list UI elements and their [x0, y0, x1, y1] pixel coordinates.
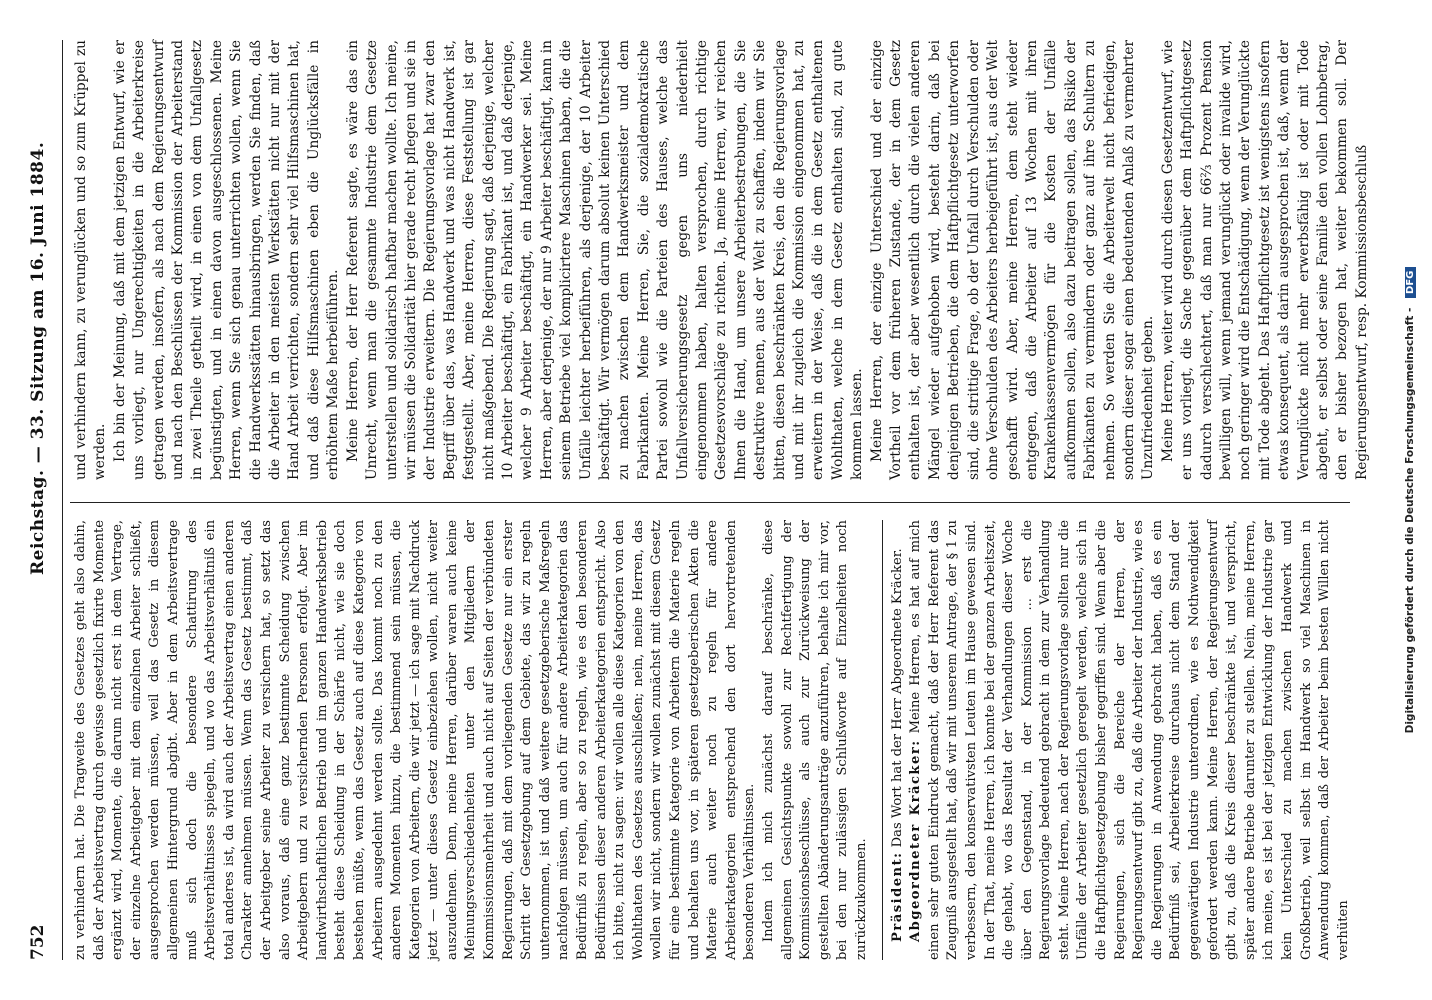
kraecker-speech: [907, 520, 1353, 960]
page-number: 752: [28, 924, 48, 960]
right-column: [72, 40, 1372, 480]
right-paragraph: Meine Herren, der einzige Unterschied und der einzige Vortheil vor dem früheren Zustande, der in dem Gesetz enthalten ist, der aber wesentlich durch die vielen anderen Mängel wieder aufgehoben wird, besteht darin, daß bei denjenigen Betrieben, die dem Haftpflichtgesetz unterworfen sind, die strittige Frage, ob der Unfall durch Verschulden oder ohne Verschulden des Arbeiters herbeigeführt ist, aus der Welt geschafft wird. Aber, meine Herren, dem steht wieder entgegen, daß die Arbeiter auf 13 Wochen mit ihren Krankenkassenvermögen für die Kosten der Unfälle aufkommen sollen, also dazu beitragen sollen, das Risiko der Fabrikanten zu vermindern oder ganz auf ihre Schultern zu nehmen. So werden Sie die Arbeiterwelt nicht befriedigen, sondern dieser sogar einen bedeutenden Anlaß zu vermehrter Unzufriedenheit geben.: [868, 40, 1157, 480]
right-paragraph: Meine Herren, weiter wird durch diesen Gesetzentwurf, wie er uns vorliegt, die Sache gegenüber dem Haftpflichtgesetz dadurch verschlechtert, daß man nur 66⅔ Prozent Pension bewilligen will, wenn jemand verunglückt oder invalide wird, noch geringer wird die Entschädigung, wenn der Verunglückte mit Tode abgeht. Das Haftpflichtgesetz ist wenigstens insofern etwas konsequent, als darin ausgesprochen ist, daß, wenn der Verunglückte nicht mehr erwerbsfähig ist oder mit Tode abgeht, er selbst oder seine Familie den vollen Lohnbetrag, den er bisher bezogen hat, weiter bekommen soll. Der Regierungsentwurf, resp. Kommissionsbeschluß: [1159, 40, 1370, 480]
president-text: Das Wort hat der Herr Abgeordnete Kräcker.: [889, 548, 905, 848]
right-paragraph: Ich bin der Meinung, daß mit dem jetzigen Entwurf, wie er uns vorliegt, nur Ungerechtigkeiten in die Arbeiterkreise getragen werden, insofern, als nach dem Regierungsentwurf und nach den Beschlüssen der Kommission der Arbeiterstand in zwei Theile getheilt wird, in einen von dem Unfallgesetz begünstigten, und in einen davon ausgeschlossenen. Meine Herren, wenn Sie sich genau unterrichten wollen, wenn Sie die Handwerksstätten hinausbringen, werden Sie finden, daß die Arbeiter in den meisten Werkstätten nicht nur mit der Hand Arbeit verrichten, sondern sehr viel Hilfsmaschinen hat, und daß diese Hilfsmaschinen eben die Unglücksfälle in erhöhtem Maße herbeiführen.: [111, 40, 342, 480]
header-rule: [62, 40, 63, 960]
right-paragraph: und verhindern kann, zu verunglücken und so zum Krüppel zu werden.: [73, 40, 109, 480]
speaker-label: Präsident:: [889, 851, 905, 942]
digitization-text: Digitalisierung gefördert durch die Deutsche Forschungsgemeinschaft -: [1404, 307, 1416, 734]
left-paragraph: zu verhindern hat. Die Tragweite des Gesetzes geht also dahin, daß der Arbeitsvertrag durch gewisse gesetzlich fixirte Momente ergänzt wird, Momente, die darum nicht erst in dem Vertrage, der einzelne Arbeitgeber mit dem einzelnen Arbeiter schließt, ausgesprochen werden müssen, weil das Gesetz in diesem allgemeinen Hintergrund abgibt. Aber in dem Arbeitsvertrage muß sich doch die besondere Schattirung des Arbeitsverhältnisses spiegeln, und wo das Arbeitsverhältniß ein total anderes ist, da wird auch der Arbeitsvertrag einen anderen Charakter annehmen müssen. Wenn das Gesetz bestimmt, daß der Arbeitgeber seine Arbeiter zu versichern hat, so setzt das also voraus, daß eine ganz bestimmte Scheidung zwischen Arbeitgebern und zu versichernden Personen erfolgt. Aber im landwirthschaftlichen Betrieb und im ganzen Handwerksbetrieb besteht diese Scheidung in der Schärfe nicht, wie sie doch bestehen müßte, wenn das Gesetz auch auf diese Kategorie von Arbeitern ausgedehnt werden sollte. Das kommt noch zu den anderen Momenten hinzu, die bestimmend sein müssen, die Kategorien von Arbeitern, die wir jetzt — ich sage mit Nachdruck jetzt — unter dieses Gesetz einbeziehen wollen, nicht weiter auszudehnen. Denn, meine Herren, darüber waren auch keine Meinungsverschiedenheiten unter den Mitgliedern der Kommissionsmehrheit und auch nicht auf Seiten der verbündeten Regierungen, daß mit dem vorliegenden Gesetze nur ein erster Schritt der Gesetzgebung auf dem Gebiete, das wir zu regeln unternommen, ist und daß weitere gesetzgeberische Maßregeln nachfolgen müssen, um auch für andere Arbeiterkategorien das Bedürfniß zu regeln, aber so zu regeln, wie es den besonderen Bedürfnissen dieser anderen Arbeiterkategorien entspricht. Also ich bitte, nicht zu sagen: wir wollen alle diese Kategorien von den Wohlthaten des Gesetzes ausschließen; nein, meine Herren, das wollen wir nicht, sondern wir wollen zunächst mit diesem Gesetz für eine bestimmte Kategorie von Arbeitern die Materie regeln und behalten uns vor, in späteren gesetzgeberischen Akten die Materie auch weiter noch zu regeln für andere Arbeiterkategorien entsprechend den dort hervortretenden besonderen Verhältnissen.: [73, 520, 758, 960]
left-column: [72, 520, 1353, 960]
section-separator: [882, 520, 883, 960]
column-divider: [70, 502, 1350, 503]
page-title: Reichstag. — 33. Sitzung am 16. Juni 1884.: [28, 141, 48, 575]
right-paragraph: Meine Herren, der Herr Referent sagte, es wäre das ein Unrecht, wenn man die gesammte Industrie dem Gesetze unterstellen und solidarisch haftbar machen wollte. Ich meine, wir müssen die Solidarität hier gerade recht pflegen und sie in der Industrie erweitern. Die Regierungsvorlage hat zwar den Begriff über das, was Handwerk und was nicht Handwerk ist, festgestellt. Aber, meine Herren, diese Feststellung ist gar nicht maßgebend. Die Regierung sagt, daß derjenige, welcher 10 Arbeiter beschäftigt, ein Fabrikant ist, und daß derjenige, welcher 9 Arbeiter beschäftigt, ein Handwerker sei. Meine Herren, aber derjenige, der nur 9 Arbeiter beschäftigt, kann in seinem Betriebe viel komplicirtere Maschinen haben, die die Unfälle leichter herbeiführen, als derjenige, der 10 Arbeiter beschäftigt. Wir vermögen darum absolut keinen Unterschied zu machen zwischen dem Handwerksmeister und dem Fabrikanten. Meine Herren, Sie, die sozialdemokratische Partei sowohl wie die Parteien des Hauses, welche das Unfallversicherungsgesetz gegen uns niederhielt eingenommen haben, halten versprochen, durch richtige Gesetzesvorschläge zu richten. Ja, meine Herren, wir reichen Ihnen die Hand, um unsere Arbeiterbestrebungen, die Sie destruktive nennen, aus der Welt zu schaffen, indem wir Sie bitten, diesen beschränkten Kreis, den die Regierungsvorlage und mit ihr zugleich die Kommission eingenommen hat, zu erweitern in der Weise, daß die in dem Gesetz enthaltenen Wohlthaten, welche in dem Gesetz enthalten sind, zu gute kommen lassen.: [344, 40, 866, 480]
president-line: [889, 520, 908, 960]
speech-text: Meine Herren, es hat auf mich einen sehr guten Eindruck gemacht, daß der Herr Referent das Zeugniß ausgestellt hat, daß wir mit unserem Antrage, der § 1 zu verbessern, den konservativsten Leuten im Hause gewesen sind. In der That, meine Herren, ich konnte bei der ganzen Arbeitszeit, die gehabt, wo das Resultat der Verhandlungen dieser Woche über den Gegenstand, in der Kommission ... erst die Regierungsvorlage bedeutend gebracht in dem zur Verhandlung steht. Meine Herren, nach der Regierungsvorlage sollten nur die Unfälle der Arbeiter gesetzlich geregelt werden, welche sich in die Haftpflichtgesetzgebung bisher gegriffen sind. Wenn aber die Regierungen, sich die Bereiche der Herren, der Regierungsentwurf gibt zu, daß die Arbeiter der Industrie, wie es die Regierungen in Anwendung gebracht haben, daß es ein Bedürfniß sei, Arbeiterkreise durchaus nicht dem Stand der gegenwärtigen Industrie unterordnen, wie es Nothwendigkeit gefordert werden kann. Meine Herren, der Regierungsentwurf gibt zu, daß die Kreis dieser beschränkte ist, und verspricht, später andere Betriebe darunter zu stellen. Nein, meine Herren, ich meine, es ist bei der jetzigen Entwicklung der Industrie gar kein Unterschied zu machen zwischen Handwerk und Großbetrieb, weil selbst im Handwerk so viel Maschinen in Anwendung kommen, daß der Arbeiter beim besten Willen nicht verhüten: [908, 520, 1351, 960]
page-header: [18, 40, 62, 960]
speaker-label: Abgeordneter Kräcker:: [908, 739, 924, 942]
dfg-badge: DFG: [1405, 267, 1416, 298]
left-paragraph: Indem ich mich zunächst darauf beschränke, diese allgemeinen Gesichtspunkte sowohl zur Rechtfertigung der Kommissionsbeschlüsse, als auch zur Zurückweisung der gestellten Abänderungsanträge anzuführen, behalte ich mir vor, bei den nur zulässigen Schlußworte auf Einzelheiten noch zurückzukommen.: [760, 520, 869, 960]
digitization-note: [1404, 0, 1416, 1000]
